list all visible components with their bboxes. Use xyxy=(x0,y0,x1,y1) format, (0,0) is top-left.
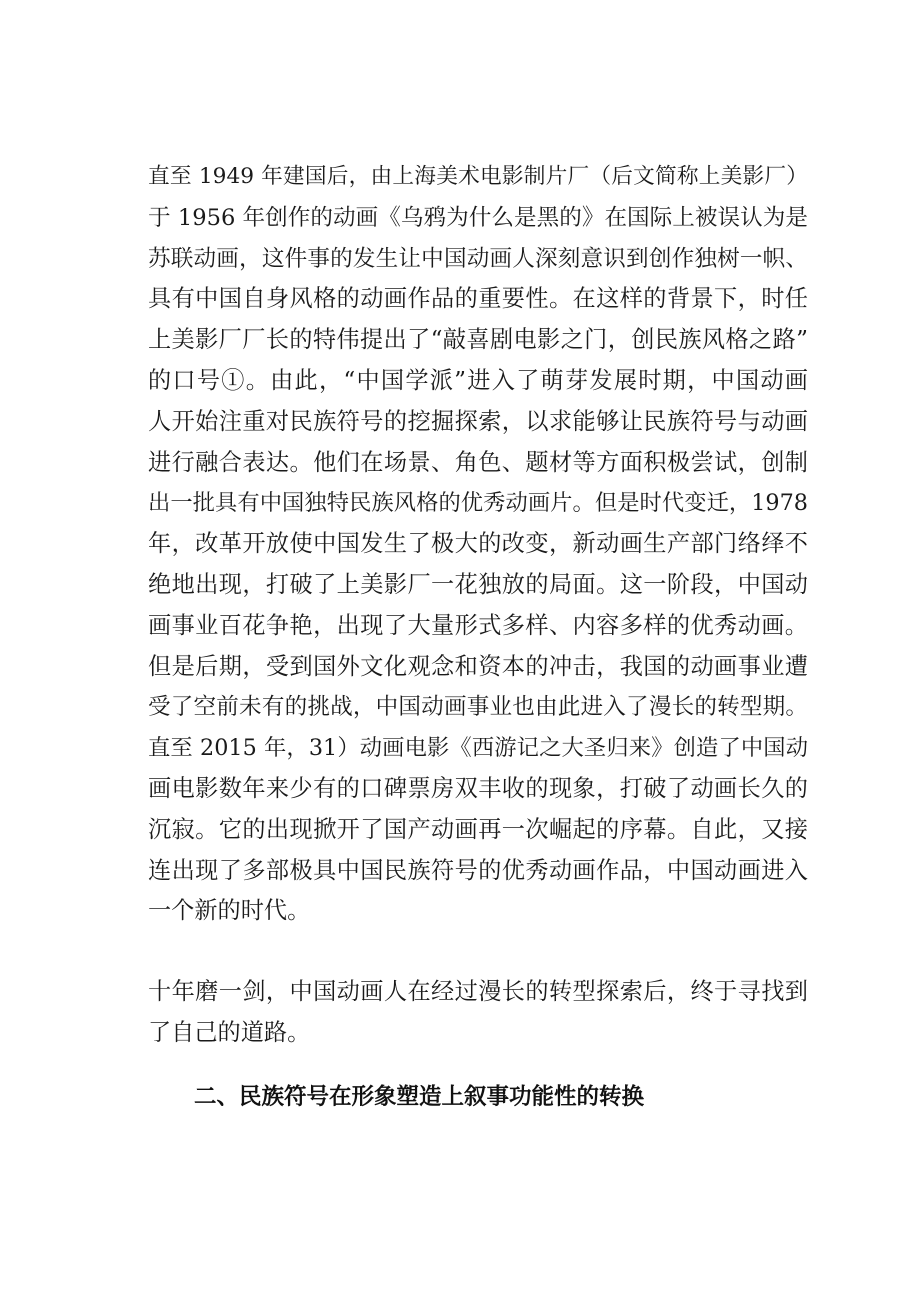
text-line: 人开始注重对民族符号的挖掘探索，以求能够让民族符号与动画 xyxy=(148,407,808,435)
text-line: 具有中国自身风格的动画作品的重要性。在这样的背景下，时任 xyxy=(148,285,808,313)
text-line: 画电影数年来少有的口碑票房双丰收的现象，打破了动画长久的 xyxy=(148,774,808,802)
text-line: 受了空前未有的挑战，中国动画事业也由此进入了漫长的转型期。 xyxy=(148,694,808,721)
text-line: 绝地出现，打破了上美影厂一花独放的局面。这一阶段，中国动 xyxy=(148,570,808,598)
text-line: 了自己的道路。 xyxy=(148,1018,311,1046)
text-line: 直至 1949 年建国后，由上海美术电影制片厂（后文简称上美影厂） xyxy=(148,164,808,189)
section-heading: 二、民族符号在形象塑造上叙事功能性的转换 xyxy=(194,1084,645,1110)
paragraph-conclusion xyxy=(148,972,808,1054)
text-line: 于 1956 年创作的动画《乌鸦为什么是黑的》在国际上被误认为是 xyxy=(148,204,808,231)
text-line: 连出现了多部极具中国民族符号的优秀动画作品，中国动画进入 xyxy=(148,856,808,884)
text-line: 直至 2015 年，31）动画电影《西游记之大圣归来》创造了中国动 xyxy=(148,735,808,762)
text-line: 但是后期，受到国外文化观念和资本的冲击，我国的动画事业遭 xyxy=(148,652,808,680)
paragraph-history xyxy=(148,157,808,932)
text-line: 出一批具有中国独特民族风格的优秀动画片。但是时代变迁，1978 xyxy=(148,490,808,517)
text-line: 十年磨一剑，中国动画人在经过漫长的转型探索后，终于寻找到 xyxy=(148,978,808,1005)
text-line: 沉寂。它的出现掀开了国产动画再一次崛起的序幕。自此，又接 xyxy=(148,815,808,843)
text-line: 进行融合表达。他们在场景、角色、题材等方面积极尝试，创制 xyxy=(148,448,808,476)
text-line: 年，改革开放使中国发生了极大的改变，新动画生产部门络绎不 xyxy=(148,530,808,558)
text-line: 的口号①。由此，“中国学派”进入了萌芽发展时期，中国动画 xyxy=(148,366,808,394)
text-line: 一个新的时代。 xyxy=(148,897,311,925)
text-line: 苏联动画，这件事的发生让中国动画人深刻意识到创作独树一帜、 xyxy=(148,245,808,272)
text-line: 画事业百花争艳，出现了大量形式多样、内容多样的优秀动画。 xyxy=(148,611,808,639)
text-line: 上美影厂厂长的特伟提出了“敲喜剧电影之门，创民族风格之路” xyxy=(148,326,808,354)
